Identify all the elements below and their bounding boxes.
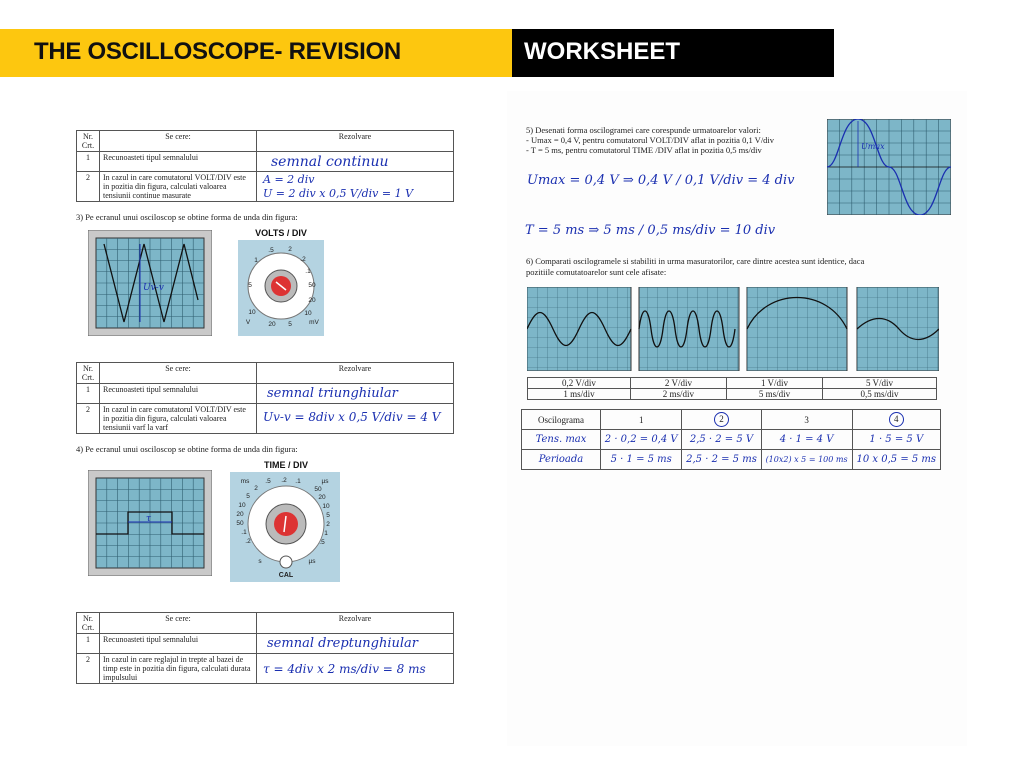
svg-text:.1: .1 [295, 478, 301, 485]
handwritten-umax-calc: Umax = 0,4 V ⇒ 0,4 V / 0,1 V/div = 4 div [527, 173, 795, 188]
results-table: Oscilograma 1 2 3 4 Tens. max 2 · 0,2 = 0,4 V 2,5 · 2 = 5 V 4 · 1 = 4 V 1 · 5 = 5 V Perioada 5 · 1 = 5 ms 2,5 · 2 = 5 ms (10x2) x 5 = 100 ms 10 x 0,5 = 5 ms [521, 409, 941, 470]
svg-text:TIME / DIV: TIME / DIV [263, 460, 309, 470]
svg-text:10: 10 [322, 503, 330, 510]
settings-table: 0,2 V/div 2 V/div 1 V/div 5 V/div 1 ms/div 2 ms/div 5 ms/div 0,5 ms/div [527, 377, 937, 400]
svg-text:µs: µs [321, 478, 329, 485]
handwritten-answer: U = 2 div x 0,5 V/div = 1 V [263, 187, 414, 200]
svg-text:s: s [258, 558, 262, 565]
page-title: THE OSCILLOSCOPE- REVISION [34, 38, 401, 65]
svg-text:ms: ms [240, 478, 250, 485]
svg-text:5: 5 [288, 321, 292, 328]
answer-table-2: Nr. Crt. Se cere: Rezolvare 1 Recunoasteti tipul semnalului semnal triunghiular 2 In cazul in care comutatorul VOLT/DIV este in pozitia din figura, calculati valoarea tensiunii varf la varf Uv-v = 8div x 0,5 V/div = 4 V [76, 362, 454, 434]
svg-text:.2: .2 [245, 538, 251, 545]
oscillogram-4 [857, 287, 939, 371]
question-5-text: 5) Desenati forma oscilogramei care corespunde urmatoarelor valori: - Umax = 0,4 V, pentru comutatorul VOLT/DIV aflat in pozitia 0,1 V/div - T = 5 ms, pentru comutatorul TIME /DIV aflat in pozitia 0,5 ms/div [526, 125, 775, 155]
oscilloscope-screen-pulse [88, 470, 212, 576]
handwritten-answer: τ = 4div x 2 ms/div = 8 ms [263, 662, 426, 676]
time-div-knob [230, 458, 342, 584]
svg-text:5: 5 [326, 512, 330, 519]
svg-text:20: 20 [268, 321, 276, 328]
left-worksheet-page [52, 108, 474, 708]
handwritten-answer: A = 2 div [263, 173, 315, 186]
oscillogram-1 [527, 287, 631, 371]
uvv-label: Uv-v [143, 283, 164, 293]
svg-text:1: 1 [254, 257, 258, 264]
svg-text:2: 2 [254, 485, 258, 492]
svg-text:1: 1 [324, 530, 328, 537]
svg-text:50: 50 [236, 520, 244, 527]
question-3-text: 3) Pe ecranul unui osciloscop se obtine forma de unda din figura: [76, 212, 298, 222]
svg-text:CAL: CAL [278, 572, 294, 579]
handwritten-answer: semnal dreptunghiular [267, 636, 418, 651]
subtitle-banner [512, 29, 834, 77]
svg-text:.1: .1 [241, 529, 247, 536]
oscillogram-2 [639, 287, 739, 371]
svg-text:VOLTS / DIV: VOLTS / DIV [255, 228, 307, 238]
svg-text:50: 50 [314, 486, 322, 493]
svg-text:20: 20 [318, 494, 326, 501]
svg-text:mV: mV [309, 319, 319, 326]
svg-text:.5: .5 [319, 539, 325, 546]
svg-text:2: 2 [288, 246, 292, 253]
svg-text:10: 10 [238, 502, 246, 509]
answer-table-3: Nr. Crt. Se cere: Rezolvare 1 Recunoasteti tipul semnalului semnal dreptunghiular 2 In cazul in care reglajul in trepte al bazei de timp este in pozitia din figura, calculati durata impulsului τ = 4div x 2 ms/div = 8 ms [76, 612, 454, 684]
page-subtitle: WORKSHEET [524, 38, 680, 65]
handwritten-answer: semnal continuu [271, 154, 389, 170]
question-6-text: 6) Comparati oscilogramele si stabiliti in urma masuratorilor, care dintre acestea sunt identice, daca pozitiile comutatoarelor sunt cele afisate: [526, 256, 865, 277]
handwritten-answer: semnal triunghiular [267, 386, 398, 401]
svg-text:5: 5 [248, 282, 252, 289]
oscilloscope-screen-sine [827, 119, 951, 215]
svg-text:.5: .5 [268, 247, 274, 254]
svg-text:µs: µs [308, 558, 316, 565]
svg-text:20: 20 [308, 297, 316, 304]
svg-text:V: V [245, 319, 251, 326]
umax-label: Umax [861, 142, 885, 151]
circled-number: 4 [889, 412, 904, 427]
svg-text:.2: .2 [281, 477, 287, 484]
circled-number: 2 [714, 412, 729, 427]
tau-label: τ [146, 514, 151, 524]
svg-text:.5: .5 [265, 478, 271, 485]
svg-text:.1: .1 [305, 268, 311, 275]
svg-text:.2: .2 [300, 256, 306, 263]
handwritten-period-calc: T = 5 ms ⇒ 5 ms / 0,5 ms/div = 10 div [525, 223, 776, 238]
oscilloscope-screen-triangle [88, 230, 212, 336]
svg-text:2: 2 [326, 521, 330, 528]
svg-text:20: 20 [236, 511, 244, 518]
svg-text:50: 50 [308, 282, 316, 289]
right-worksheet-page [507, 91, 967, 746]
title-banner [0, 29, 512, 77]
svg-text:10: 10 [304, 310, 312, 317]
comparison-oscillograms [527, 287, 939, 371]
volts-div-knob [238, 226, 324, 336]
handwritten-answer: Uv-v = 8div x 0,5 V/div = 4 V [263, 410, 441, 424]
svg-text:10: 10 [248, 309, 256, 316]
answer-table-1: Nr. Crt. Se cere: Rezolvare 1 Recunoasteti tipul semnalului semnal continuu 2 In cazul in care comutatorul VOLT/DIV este in pozitia din figura, calculati valoarea tensiunii continue masurate A = 2 div U = 2 div x 0,5 V/div = 1 V [76, 130, 454, 202]
question-4-text: 4) Pe ecranul unui osciloscop se obtine forma de unda din figura: [76, 444, 298, 454]
oscillogram-3 [747, 287, 847, 371]
svg-text:5: 5 [246, 493, 250, 500]
